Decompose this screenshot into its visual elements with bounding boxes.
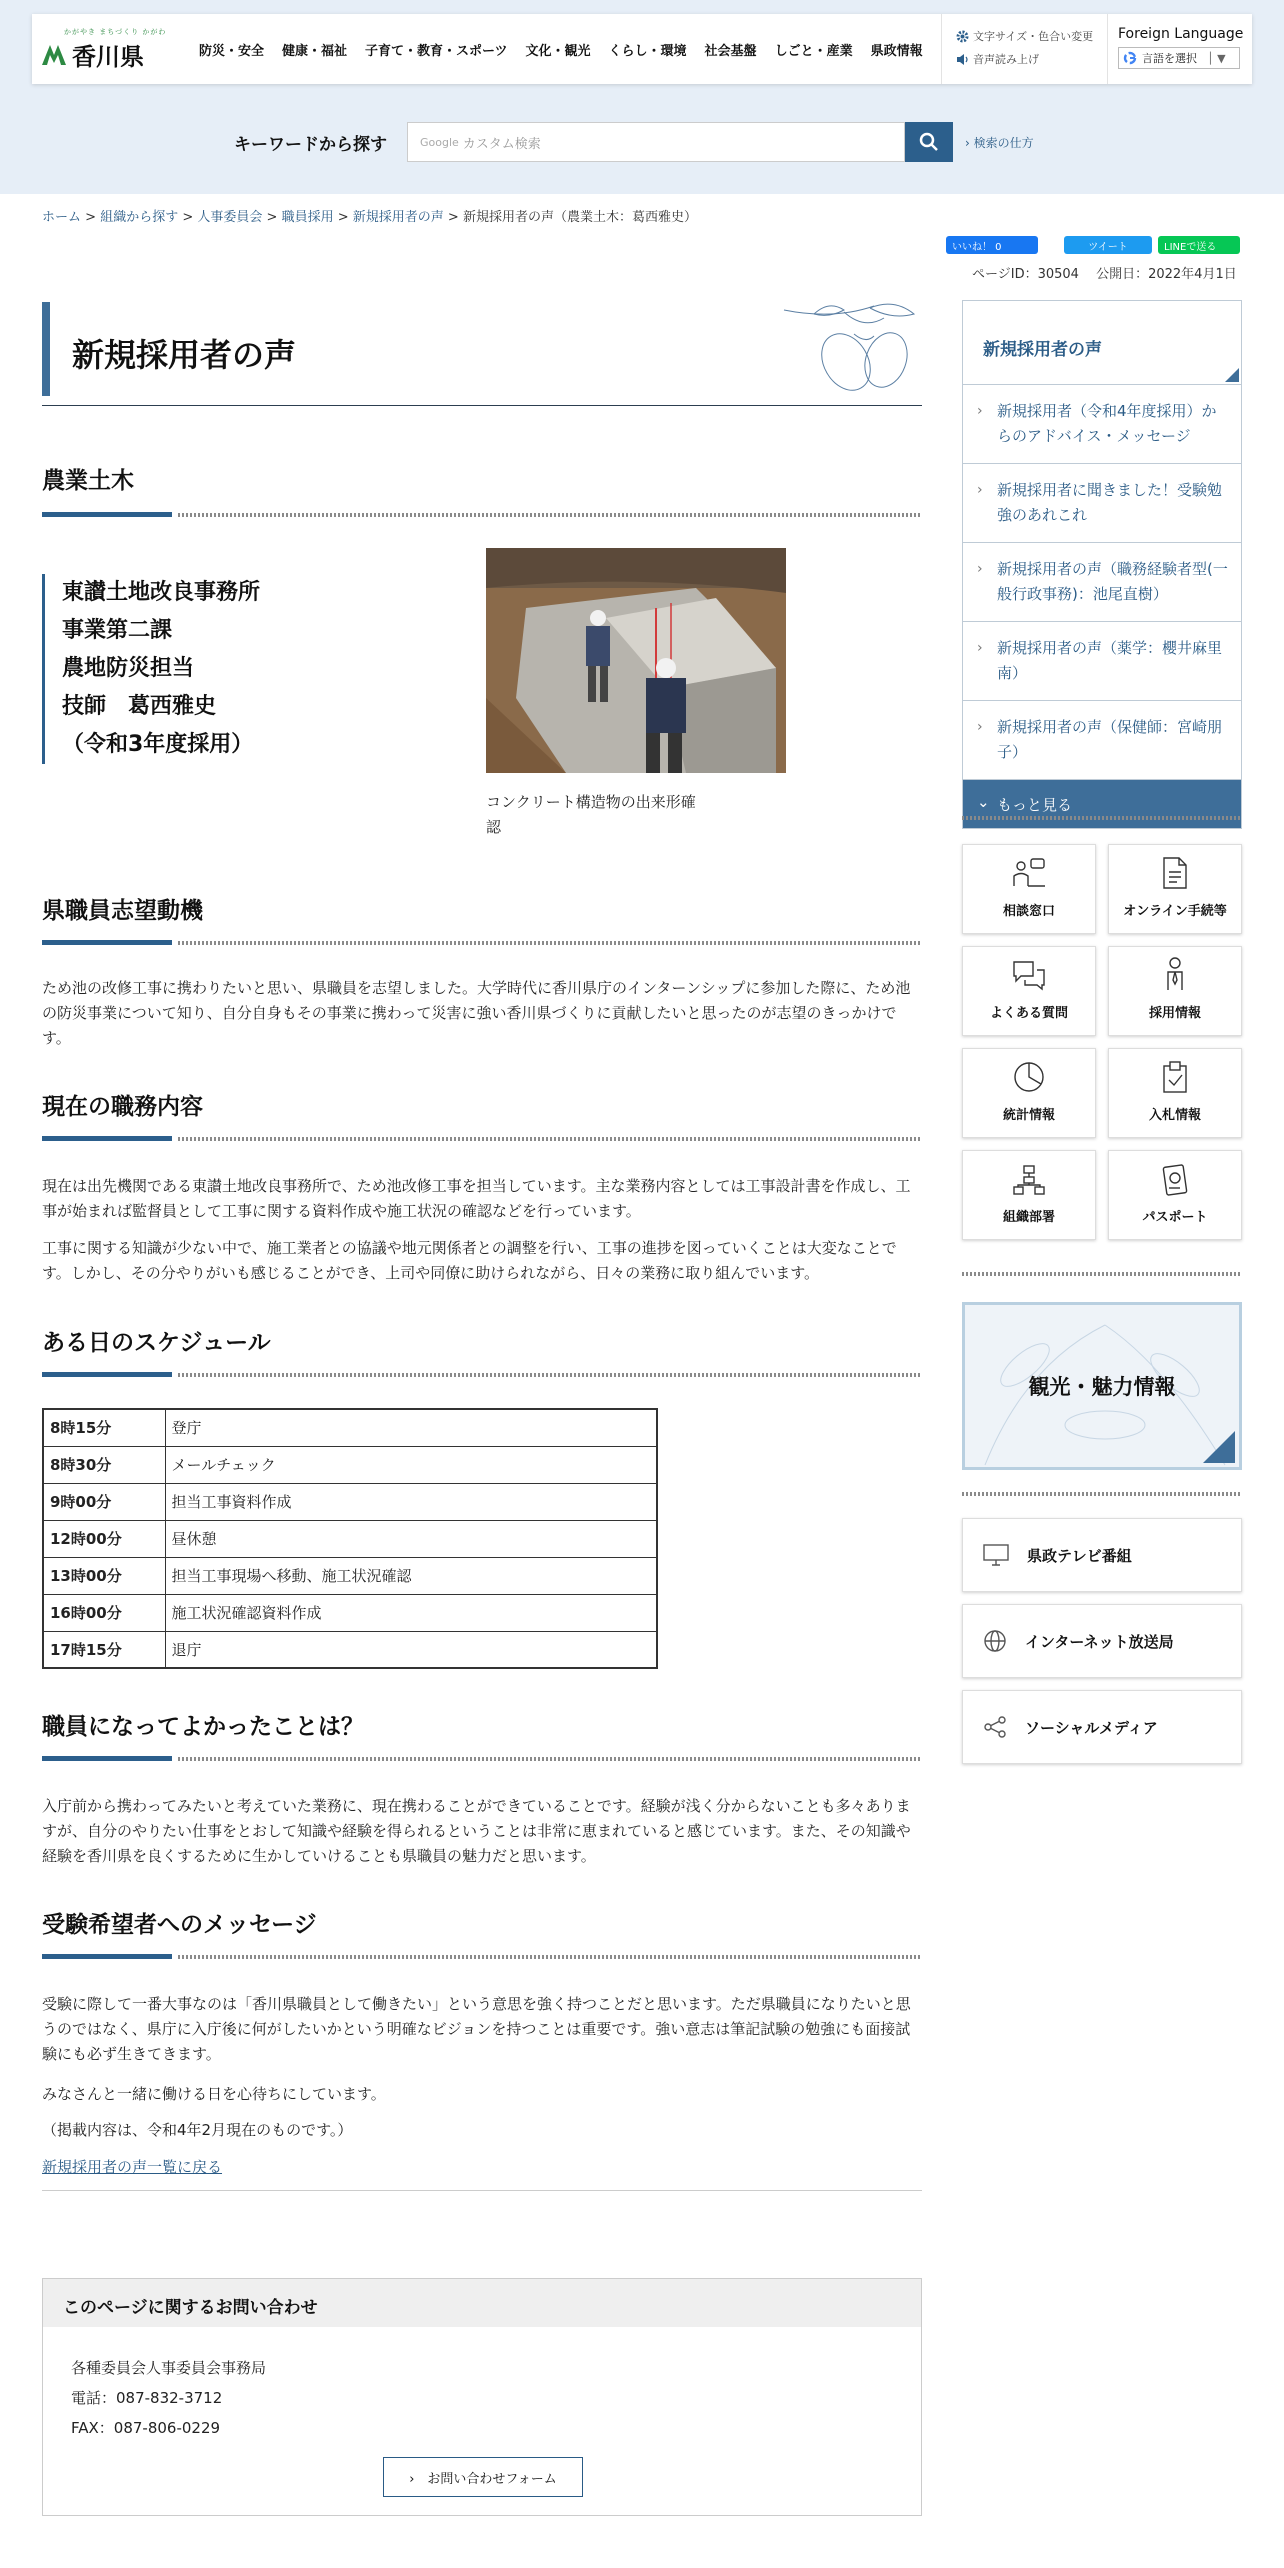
contact-title: このページに関するお問い合わせ — [43, 2279, 921, 2327]
dotted-divider — [962, 1492, 1242, 1496]
section-divider — [42, 1756, 922, 1761]
message-text-1: 受験に際して一番大事なのは「香川県職員として働きたい」という意思を強く持つことだと思います。ただ県職員になりたいと思うのではなく、県庁に入庁後に何がしたいかという明確なビジョンを持つことは重要です。強い意志は筆記試験の勉強にも面接試験にも必ず生きてきます。 — [42, 1995, 911, 2063]
profile-block: 東讃土地改良事務所 事業第二課 農地防災担当 技師 葛西雅史 （令和3年度採用） — [42, 574, 260, 764]
chevron-down-icon: ⌄ — [977, 793, 990, 811]
page-id: ページID：30504 — [972, 267, 1079, 282]
nav-item[interactable]: 社会基盤 — [704, 43, 757, 59]
construction-photo — [486, 548, 786, 773]
table-row: 9時00分 担当工事資料作成 — [43, 1483, 657, 1520]
logo-text: 香川県 — [72, 42, 144, 71]
pie-chart-icon — [1012, 1060, 1046, 1094]
kagawa-logo-icon — [40, 41, 68, 67]
recruit-button[interactable]: 採用情報 — [1108, 946, 1242, 1036]
section-title-schedule: ある日のスケジュール — [42, 1330, 271, 1356]
duty-text-1: 現在は出先機関である東讃土地改良事務所で、ため池改修工事を担当しています。主な業務内容としては工事設計書を作成し、工事が始まれば監督員として工事に関する資料作成や施工状況の確認などを行っています。 — [42, 1177, 911, 1220]
nav-item[interactable]: 子育て・教育・スポーツ — [365, 43, 508, 59]
search-button[interactable] — [905, 122, 953, 162]
contact-tel: 電話：087-832-3712 — [71, 2389, 223, 2407]
person-icon — [1160, 956, 1190, 992]
global-nav — [190, 14, 932, 84]
section-divider — [42, 1136, 922, 1141]
dropdown-arrow-icon: │ ▼ — [1207, 51, 1226, 65]
section-title-field: 農業土木 — [42, 468, 134, 494]
main-content — [42, 300, 922, 2487]
section-divider — [42, 1372, 922, 1377]
table-row: 13時00分 担当工事現場へ移動、施工状況確認 — [43, 1557, 657, 1594]
search-icon — [919, 132, 939, 152]
tv-program-link[interactable]: 県政テレビ番組 — [962, 1518, 1242, 1592]
sidebar-item[interactable]: › 新規採用者の声（職務経験者型(一般行政事務)：池尾直樹） — [963, 543, 1241, 622]
site-logo[interactable] — [32, 14, 168, 84]
page-title: 新規採用者の声 — [72, 336, 297, 374]
section-divider — [42, 940, 922, 945]
contact-fax: FAX：087-806-0229 — [71, 2419, 221, 2437]
org-chart-icon — [1012, 1164, 1046, 1196]
olive-decoration-icon — [774, 300, 922, 398]
breadcrumb-current: 新規採用者の声（農業土木：葛西雅史） — [462, 210, 697, 225]
section-title-good: 職員になってよかったことは？ — [42, 1714, 364, 1740]
language-select[interactable]: 言語を選択 │ ▼ — [1118, 47, 1240, 69]
logo-tagline: かがやき まちづくり かがわ — [64, 27, 167, 36]
online-procedure-button[interactable]: オンライン手続等 — [1108, 844, 1242, 934]
document-icon — [1159, 856, 1191, 890]
photo-caption: コンクリート構造物の出来形確認 — [486, 793, 696, 836]
faq-icon — [1011, 958, 1047, 992]
section-title-duty: 現在の職務内容 — [42, 1094, 203, 1120]
chevron-right-icon: › — [977, 403, 983, 419]
tweet-button[interactable]: ツイート — [1064, 236, 1152, 254]
message-text-3: （掲載内容は、令和4年2月現在のものです。） — [42, 2121, 353, 2139]
passport-button[interactable]: パスポート — [1108, 1150, 1242, 1240]
nav-item[interactable]: 健康・福祉 — [282, 43, 348, 59]
search-label: キーワードから探す — [234, 134, 387, 155]
section-divider — [42, 512, 922, 517]
voice-button[interactable]: 音声読み上げ — [956, 51, 1121, 67]
search-input[interactable]: Google カスタム検索 — [407, 122, 905, 162]
schedule-table — [42, 1408, 658, 1669]
facebook-like-button[interactable]: いいね！ 0 — [946, 236, 1038, 254]
motive-text: ため池の改修工事に携わりたいと思い、県職員を志望しました。大学時代に香川県庁のインターンシップに参加した際に、ため池の防災事業について知り、自分自身もその事業に携わって災害に強い香川県づくりに貢献したいと思ったのが志望のきっかけです。 — [42, 979, 911, 1047]
contact-box — [42, 2278, 922, 2516]
breadcrumb-link[interactable]: 人事委員会 — [197, 210, 263, 225]
lang-title: Foreign Language — [1118, 26, 1244, 42]
nav-item[interactable]: 県政情報 — [870, 43, 923, 59]
passport-icon — [1160, 1162, 1190, 1196]
consult-button[interactable]: 相談窓口 — [962, 844, 1096, 934]
social-media-link[interactable]: ソーシャルメディア — [962, 1690, 1242, 1764]
statistics-button[interactable]: 統計情報 — [962, 1048, 1096, 1138]
table-row: 8時15分 登庁 — [43, 1409, 657, 1446]
speaker-icon — [956, 53, 969, 66]
contact-dept: 各種委員会人事委員会事務局 — [71, 2359, 267, 2377]
chevron-right-icon: › — [977, 719, 983, 735]
internet-broadcast-link[interactable]: インターネット放送局 — [962, 1604, 1242, 1678]
breadcrumb-link[interactable]: 職員採用 — [281, 210, 334, 225]
sidebar-menu-title: 新規採用者の声 — [963, 301, 1241, 385]
faq-button[interactable]: よくある質問 — [962, 946, 1096, 1036]
sidebar-item[interactable]: › 新規採用者の声（薬学：櫻井麻里南） — [963, 622, 1241, 701]
language-area — [1107, 14, 1252, 84]
globe-icon — [983, 1629, 1007, 1653]
chevron-right-icon: › — [977, 482, 983, 498]
sidebar-item[interactable]: › 新規採用者の声（保健師：宮崎朋子） — [963, 701, 1241, 780]
breadcrumb-link[interactable]: 組織から探す — [100, 210, 179, 225]
nav-item[interactable]: くらし・環境 — [608, 43, 687, 59]
gear-icon — [956, 30, 969, 43]
title-accent-bar — [42, 302, 50, 396]
publish-date: 公開日：2022年4月1日 — [1096, 267, 1237, 282]
sidebar — [962, 300, 1242, 1737]
line-share-button[interactable]: LINEで送る — [1158, 236, 1240, 254]
contact-form-button[interactable]: › お問い合わせフォーム — [383, 2457, 583, 2497]
tourism-banner[interactable]: 観光・魅力情報 — [962, 1302, 1242, 1470]
nav-item[interactable]: 文化・観光 — [525, 43, 591, 59]
organization-button[interactable]: 組織部署 — [962, 1150, 1096, 1240]
google-icon — [1123, 51, 1137, 65]
section-divider — [42, 1954, 922, 1959]
table-row: 16時00分 施工状況確認資料作成 — [43, 1594, 657, 1631]
monitor-icon — [983, 1544, 1009, 1566]
sidebar-item[interactable]: › 新規採用者に聞きました！受験勉強のあれこれ — [963, 464, 1241, 543]
sidebar-menu — [962, 300, 1242, 829]
chevron-right-icon: › — [977, 640, 983, 656]
consult-icon — [1011, 856, 1047, 890]
title-box — [42, 300, 922, 406]
page-meta — [972, 263, 1237, 282]
text-size-button[interactable]: 文字サイズ・色合い変更 — [956, 28, 1121, 44]
bid-icon — [1159, 1060, 1191, 1094]
show-more-button[interactable]: ⌄ もっと見る — [963, 780, 1241, 828]
chevron-right-icon: › — [977, 561, 983, 577]
breadcrumb-link[interactable]: ホーム — [42, 210, 82, 225]
breadcrumb: ホーム > 組織から探す > 人事委員会 > 職員採用 > 新規採用者の声 > 新規採用者の声（農業土木：葛西雅史） — [42, 210, 697, 225]
back-to-list-link[interactable]: 新規採用者の声一覧に戻る — [42, 2158, 223, 2176]
dotted-divider — [962, 1272, 1242, 1276]
site-header — [32, 14, 1252, 84]
sidebar-item[interactable]: › 新規採用者（令和4年度採用）からのアドバイス・メッセージ — [963, 385, 1241, 464]
section-title-motive: 県職員志望動機 — [42, 898, 203, 924]
search-help-link[interactable]: › 検索の仕方 — [965, 135, 1034, 150]
header-tools — [941, 14, 1121, 84]
duty-text-2: 工事に関する知識が少ない中で、施工業者との協議や地元関係者との調整を行い、工事の進捗を図っていくことは大変なことです。しかし、その分やりがいも感じることができ、上司や同僚に助けられながら、日々の業務に取り組んでいます。 — [42, 1239, 897, 1282]
table-row: 12時00分 昼休憩 — [43, 1520, 657, 1557]
nav-item[interactable]: 防災・安全 — [199, 43, 265, 59]
good-text: 入庁前から携わってみたいと考えていた業務に、現在携わることができていることです。経験が浅く分からないことも多々ありますが、自分のやりたい仕事をとおして知識や経験を得られるということは非常に恵まれていると感じています。また、その知識や経験を香川県を良くするために生かしていけることも県職員の魅力だと思います。 — [42, 1797, 911, 1865]
bid-info-button[interactable]: 入札情報 — [1108, 1048, 1242, 1138]
dotted-divider — [962, 816, 1242, 820]
table-row: 17時15分 退庁 — [43, 1631, 657, 1668]
divider — [42, 2190, 922, 2191]
share-icon — [983, 1715, 1007, 1739]
search-area — [234, 122, 1034, 162]
section-title-message: 受験希望者へのメッセージ — [42, 1912, 317, 1938]
nav-item[interactable]: しごと・産業 — [774, 43, 853, 59]
table-row: 8時30分 メールチェック — [43, 1446, 657, 1483]
message-text-2: みなさんと一緒に働ける日を心待ちにしています。 — [42, 2085, 386, 2103]
breadcrumb-link[interactable]: 新規採用者の声 — [352, 210, 444, 225]
